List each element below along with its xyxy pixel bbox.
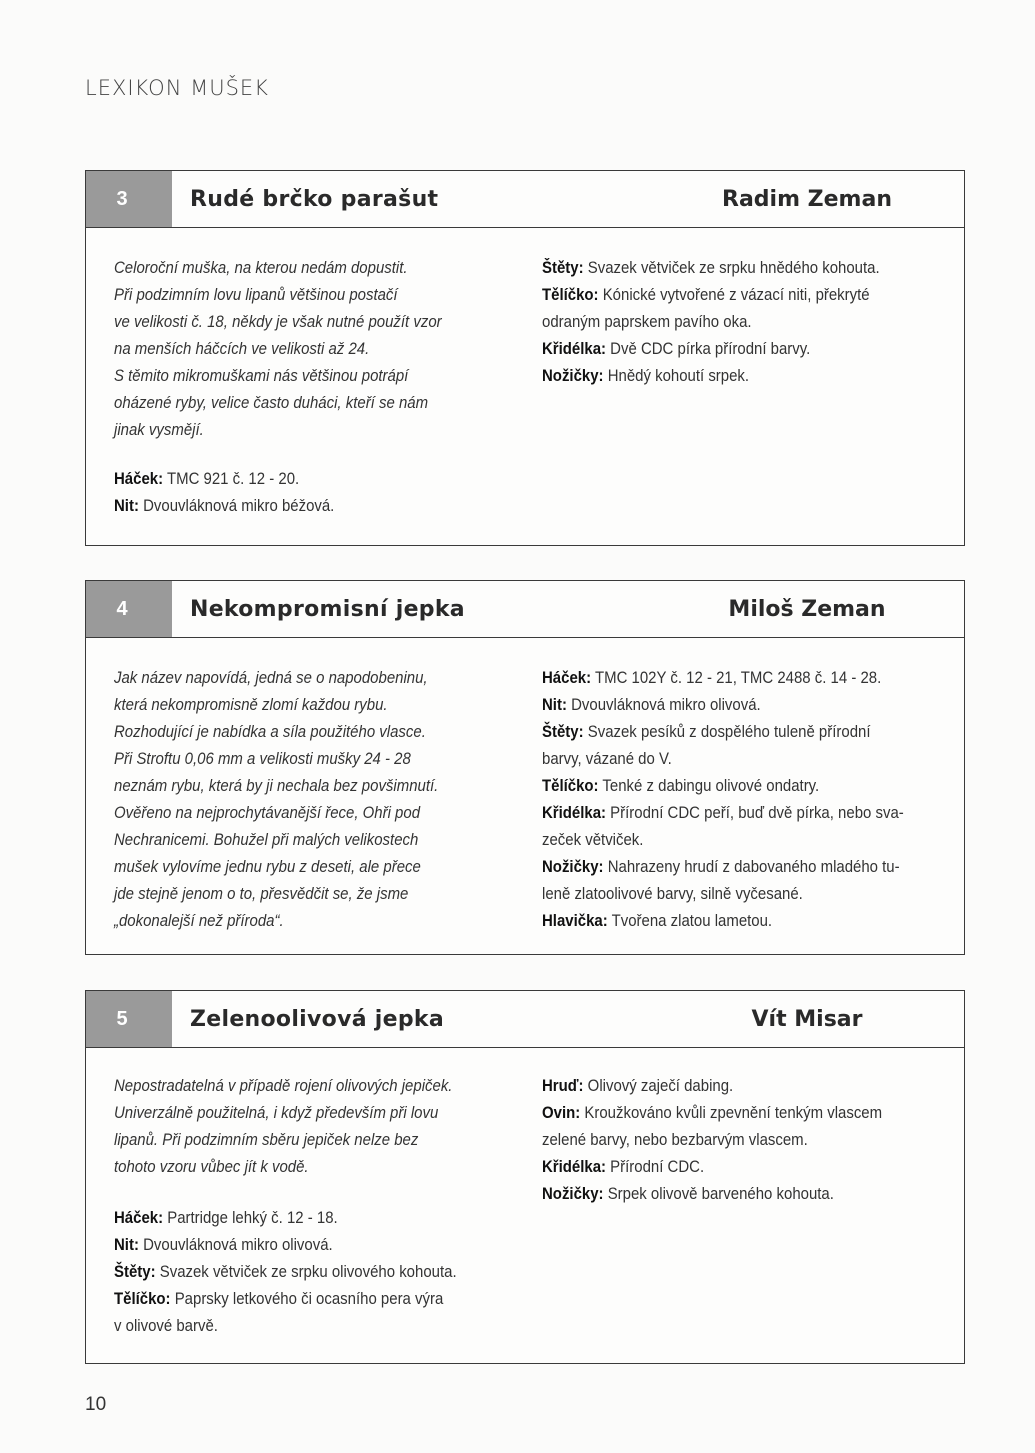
description-line: Jak název napovídá, jedná se o napodobeninu, xyxy=(114,668,428,687)
spec-line xyxy=(542,335,952,362)
spec-label: Nit: xyxy=(114,496,139,515)
spec-value: v olivové barvě. xyxy=(114,1316,218,1335)
spec-label: Štěty: xyxy=(542,258,584,277)
spec-line xyxy=(542,691,952,718)
spec-value: Kroužkováno kvůli zpevnění tenkým vlascem xyxy=(584,1103,883,1122)
spec-line xyxy=(114,1285,524,1312)
spec-line xyxy=(542,826,952,853)
spec-value: TMC 102Y č. 12 - 21, TMC 2488 č. 14 - 28. xyxy=(594,668,882,687)
fly-name: Zelenoolivová jepka xyxy=(190,1006,444,1032)
fly-entry xyxy=(85,170,965,546)
fly-specs-right xyxy=(542,664,952,934)
spec-value: Srpek olivově barveného kohouta. xyxy=(607,1184,834,1203)
fly-entry xyxy=(85,990,965,1364)
spec-label: Nožičky: xyxy=(542,857,604,876)
spec-label: Háček: xyxy=(114,1208,164,1227)
spec-label: Křidélka: xyxy=(542,339,607,358)
spec-line xyxy=(542,664,952,691)
spec-value: Svazek pesíků z dospělého tuleně přírodní xyxy=(587,722,871,741)
entry-left-column xyxy=(114,1072,514,1339)
entry-right-column xyxy=(542,254,952,389)
fly-description xyxy=(114,664,514,934)
spec-line xyxy=(114,1312,524,1339)
spec-line xyxy=(114,492,524,519)
description-line: Při Stroftu 0,06 mm a velikosti mušky 24 - 28 xyxy=(114,749,411,768)
fly-specs-left xyxy=(114,1204,524,1339)
spec-label: Křidélka: xyxy=(542,803,607,822)
fly-description xyxy=(114,1072,514,1180)
description-line: Nepostradatelná v případě rojení olivových jepiček. xyxy=(114,1076,453,1095)
description-line: jinak vysmějí. xyxy=(114,420,204,439)
spec-label: Háček: xyxy=(114,469,164,488)
spec-line xyxy=(542,1126,952,1153)
entry-number: 3 xyxy=(116,187,128,210)
spec-line xyxy=(542,907,952,934)
spec-line xyxy=(542,308,952,335)
description-line: „dokonalejší než příroda“. xyxy=(114,911,284,930)
spec-label: Nit: xyxy=(114,1235,139,1254)
spec-value: Tenké z dabingu olivové ondatry. xyxy=(602,776,820,795)
spec-label: Ovin: xyxy=(542,1103,581,1122)
spec-line xyxy=(542,718,952,745)
spec-line xyxy=(542,1072,952,1099)
entry-header xyxy=(86,991,964,1048)
spec-value: Dvouvláknová mikro olivová. xyxy=(143,1235,333,1254)
spec-value: Kónické vytvořené z vázací niti, překryté xyxy=(602,285,870,304)
spec-line xyxy=(542,1099,952,1126)
spec-label: Nit: xyxy=(542,695,567,714)
spec-label: Tělíčko: xyxy=(114,1289,171,1308)
fly-specs-left xyxy=(114,465,524,519)
fly-specs-right xyxy=(542,1072,952,1207)
fly-name: Rudé brčko parašut xyxy=(190,186,439,212)
description-line: ve velikosti č. 18, někdy je však nutné použít vzor xyxy=(114,312,442,331)
entry-left-column xyxy=(114,254,514,519)
description-line: Při podzimním lovu lipanů většinou postačí xyxy=(114,285,398,304)
fly-entry xyxy=(85,580,965,955)
entry-left-column xyxy=(114,664,514,934)
spec-line xyxy=(542,362,952,389)
entry-number-badge xyxy=(86,581,172,637)
spec-value: Dvouvláknová mikro béžová. xyxy=(143,496,335,515)
spec-value: Nahrazeny hrudí z dabovaného mladého tu- xyxy=(607,857,900,876)
spec-value: Dvě CDC pírka přírodní barvy. xyxy=(610,339,811,358)
spec-value: Hnědý kohoutí srpek. xyxy=(607,366,750,385)
spec-value: odraným paprskem pavího oka. xyxy=(542,312,752,331)
spec-label: Hlavička: xyxy=(542,911,608,930)
entry-header xyxy=(86,171,964,228)
spec-line xyxy=(542,745,952,772)
spec-value: Svazek větviček ze srpku olivového kohouta. xyxy=(159,1262,457,1281)
description-line: mušek vylovíme jednu rybu z deseti, ale přece xyxy=(114,857,421,876)
spec-value: Přírodní CDC peří, buď dvě pírka, nebo sva- xyxy=(610,803,904,822)
spec-label: Hruď: xyxy=(542,1076,584,1095)
spec-value: zeček větviček. xyxy=(542,830,644,849)
fly-author: Radim Zeman xyxy=(722,186,892,212)
description-line: Celoroční muška, na kterou nedám dopustit. xyxy=(114,258,408,277)
spec-value: Paprsky letkového či ocasního pera výra xyxy=(174,1289,444,1308)
spec-line xyxy=(542,772,952,799)
entry-number-badge xyxy=(86,171,172,227)
spec-value: Dvouvláknová mikro olivová. xyxy=(571,695,761,714)
spec-line xyxy=(542,1180,952,1207)
entry-number: 5 xyxy=(116,1007,128,1030)
spec-line xyxy=(114,1204,524,1231)
spec-line xyxy=(114,465,524,492)
spec-line xyxy=(114,1231,524,1258)
spec-value: TMC 921 č. 12 - 20. xyxy=(166,469,300,488)
spec-line xyxy=(542,254,952,281)
fly-specs-right xyxy=(542,254,952,389)
description-line: která nekompromisně zlomí každou rybu. xyxy=(114,695,388,714)
spec-line xyxy=(542,880,952,907)
description-line: na menších háčcích ve velikosti až 24. xyxy=(114,339,370,358)
spec-label: Tělíčko: xyxy=(542,285,599,304)
spec-line xyxy=(542,799,952,826)
fly-name: Nekompromisní jepka xyxy=(190,596,465,622)
spec-line xyxy=(542,1153,952,1180)
spec-label: Tělíčko: xyxy=(542,776,599,795)
spec-label: Štěty: xyxy=(114,1262,156,1281)
entry-right-column xyxy=(542,1072,952,1207)
page-number: 10 xyxy=(85,1394,107,1415)
spec-label: Štěty: xyxy=(542,722,584,741)
spec-value: Partridge lehký č. 12 - 18. xyxy=(167,1208,338,1227)
running-head: LEXIKON MUŠEK xyxy=(85,76,269,100)
description-line: oházené ryby, velice často duháci, kteří se nám xyxy=(114,393,429,412)
fly-author: Miloš Zeman xyxy=(728,596,886,622)
entry-number-badge xyxy=(86,991,172,1047)
description-line: neznám rybu, která by ji nechala bez povšimnutí. xyxy=(114,776,439,795)
spec-value: barvy, vázané do V. xyxy=(542,749,672,768)
description-line: jde stejně jenom o to, přesvědčit se, že jsme xyxy=(114,884,409,903)
description-line: Ověřeno na nejprochytávanější řece, Ohři pod xyxy=(114,803,421,822)
description-line: Nechranicemi. Bohužel při malých velikostech xyxy=(114,830,419,849)
description-line: Univerzálně použitelná, i když především při lovu xyxy=(114,1103,439,1122)
spec-line xyxy=(114,1258,524,1285)
spec-label: Křidélka: xyxy=(542,1157,607,1176)
spec-label: Nožičky: xyxy=(542,1184,604,1203)
entry-number: 4 xyxy=(116,597,128,620)
spec-value: zelené barvy, nebo bezbarvým vlascem. xyxy=(542,1130,808,1149)
fly-author: Vít Misar xyxy=(751,1006,863,1032)
spec-label: Háček: xyxy=(542,668,592,687)
spec-value: leně zlatoolivové barvy, silně vyčesané. xyxy=(542,884,803,903)
fly-description xyxy=(114,254,514,443)
entry-header xyxy=(86,581,964,638)
description-line: S těmito mikromuškami nás většinou potrápí xyxy=(114,366,409,385)
description-line: tohoto vzoru vůbec jít k vodě. xyxy=(114,1157,309,1176)
spec-label: Nožičky: xyxy=(542,366,604,385)
spec-value: Olivový zaječí dabing. xyxy=(587,1076,734,1095)
description-line: Rozhodující je nabídka a síla použitého vlasce. xyxy=(114,722,426,741)
description-line: lipanů. Při podzimním sběru jepiček nelze bez xyxy=(114,1130,419,1149)
entry-right-column xyxy=(542,664,952,934)
spec-line xyxy=(542,281,952,308)
spec-value: Přírodní CDC. xyxy=(610,1157,705,1176)
spec-value: Tvořena zlatou lametou. xyxy=(611,911,773,930)
spec-line xyxy=(542,853,952,880)
spec-value: Svazek větviček ze srpku hnědého kohouta. xyxy=(587,258,880,277)
